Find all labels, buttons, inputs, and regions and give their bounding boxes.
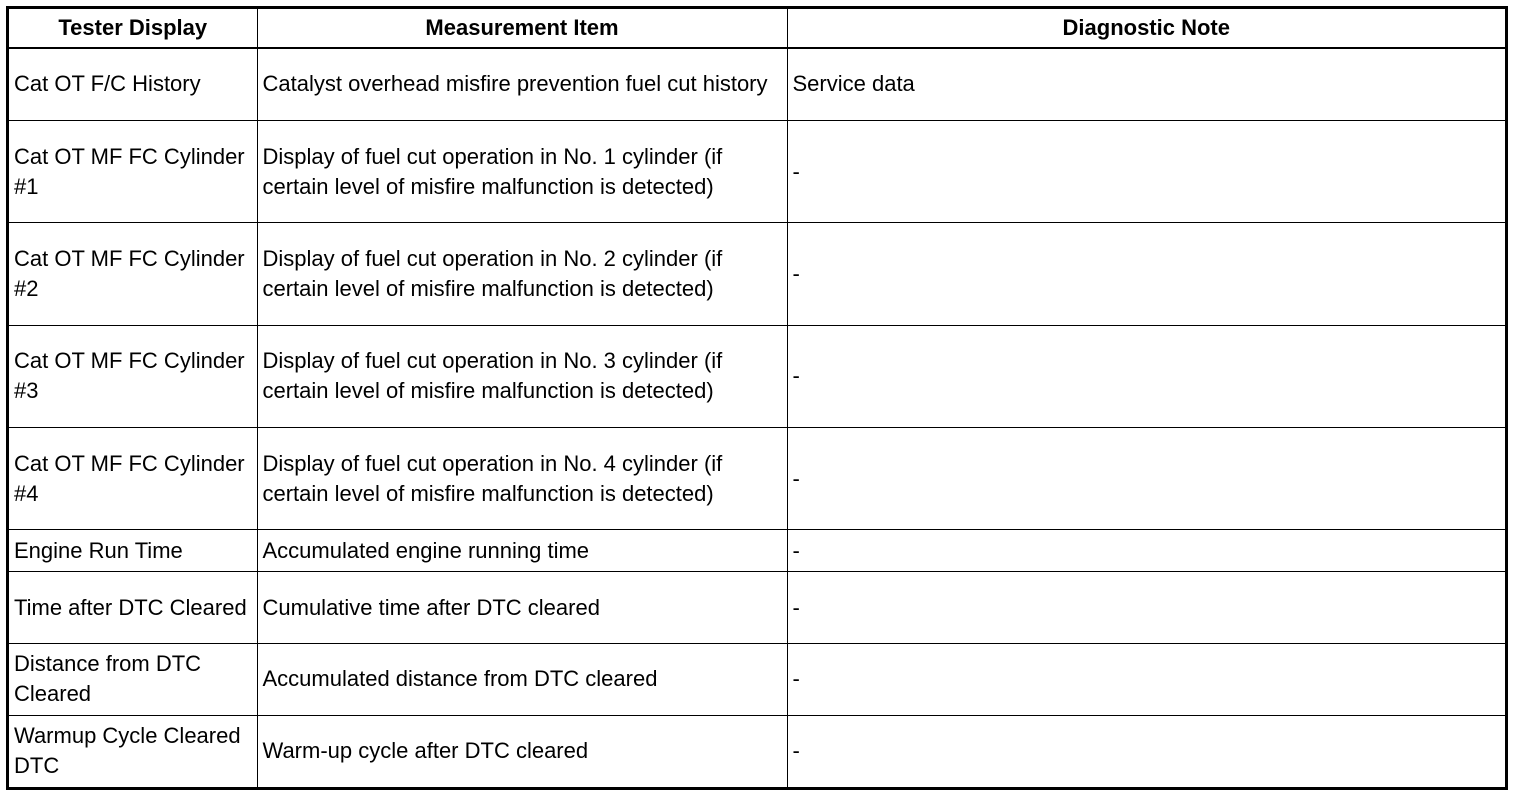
cell-measurement-item: Display of fuel cut operation in No. 2 cylinder (if certain level of misfire malfunction is detected) — [257, 223, 787, 325]
diagnostic-data-table — [9, 9, 1505, 787]
cell-diagnostic-note: - — [787, 715, 1505, 787]
cell-diagnostic-note: - — [787, 530, 1505, 572]
cell-tester-display: Warmup Cycle Cleared DTC — [9, 715, 257, 787]
cell-diagnostic-note: - — [787, 325, 1505, 427]
table-row — [9, 572, 1505, 644]
cell-tester-display: Cat OT MF FC Cylinder #1 — [9, 120, 257, 222]
cell-tester-display: Cat OT F/C History — [9, 48, 257, 120]
table-row — [9, 223, 1505, 325]
table-row — [9, 643, 1505, 715]
cell-tester-display: Cat OT MF FC Cylinder #3 — [9, 325, 257, 427]
cell-tester-display: Engine Run Time — [9, 530, 257, 572]
table-row — [9, 325, 1505, 427]
cell-diagnostic-note: - — [787, 120, 1505, 222]
cell-measurement-item: Display of fuel cut operation in No. 3 cylinder (if certain level of misfire malfunction is detected) — [257, 325, 787, 427]
table-row — [9, 428, 1505, 530]
cell-diagnostic-note: - — [787, 643, 1505, 715]
cell-measurement-item: Cumulative time after DTC cleared — [257, 572, 787, 644]
cell-diagnostic-note: - — [787, 428, 1505, 530]
cell-measurement-item: Display of fuel cut operation in No. 1 cylinder (if certain level of misfire malfunction is detected) — [257, 120, 787, 222]
header-tester-display: Tester Display — [9, 9, 257, 48]
diagnostic-table-frame — [6, 6, 1508, 790]
cell-measurement-item: Accumulated engine running time — [257, 530, 787, 572]
table-row — [9, 120, 1505, 222]
table-header-row — [9, 9, 1505, 48]
cell-tester-display: Distance from DTC Cleared — [9, 643, 257, 715]
table-row — [9, 715, 1505, 787]
table-row — [9, 530, 1505, 572]
cell-diagnostic-note: - — [787, 572, 1505, 644]
cell-measurement-item: Display of fuel cut operation in No. 4 cylinder (if certain level of misfire malfunction is detected) — [257, 428, 787, 530]
cell-tester-display: Cat OT MF FC Cylinder #2 — [9, 223, 257, 325]
table-row — [9, 48, 1505, 120]
cell-diagnostic-note: Service data — [787, 48, 1505, 120]
cell-diagnostic-note: - — [787, 223, 1505, 325]
header-diagnostic-note: Diagnostic Note — [787, 9, 1505, 48]
cell-measurement-item: Accumulated distance from DTC cleared — [257, 643, 787, 715]
cell-tester-display: Time after DTC Cleared — [9, 572, 257, 644]
header-measurement-item: Measurement Item — [257, 9, 787, 48]
cell-tester-display: Cat OT MF FC Cylinder #4 — [9, 428, 257, 530]
cell-measurement-item: Warm-up cycle after DTC cleared — [257, 715, 787, 787]
cell-measurement-item: Catalyst overhead misfire prevention fuel cut history — [257, 48, 787, 120]
